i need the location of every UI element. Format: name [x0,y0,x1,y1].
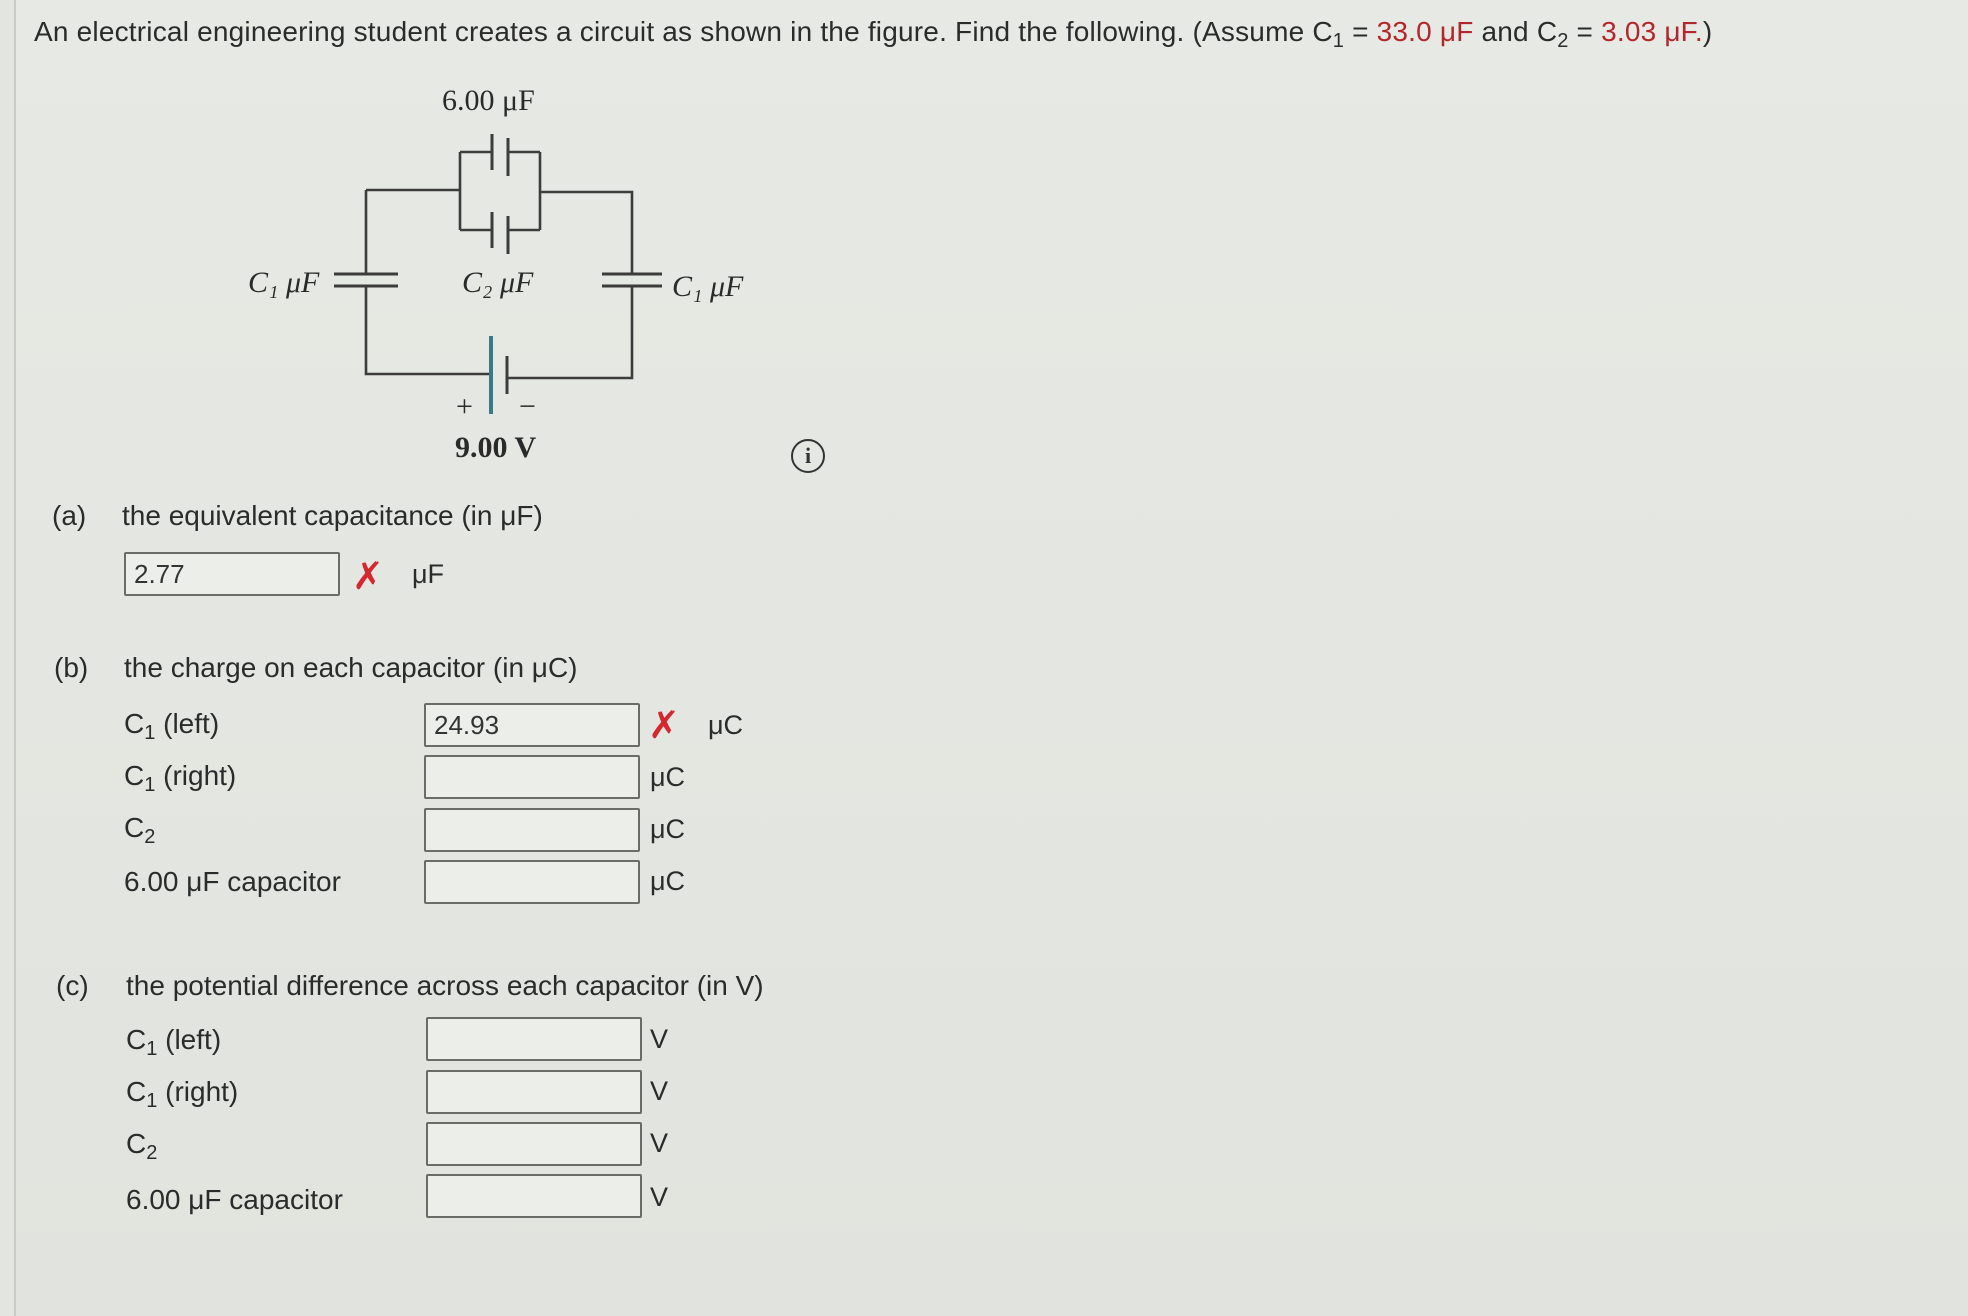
part-c-row-c1-left-label [126,1024,221,1061]
part-c-c1-right-input[interactable] [426,1070,642,1114]
question-suffix: ) [1702,16,1713,47]
left-cap-label: C₁ μF [248,266,320,299]
battery-symbol [491,336,507,414]
part-b-6uf-input[interactable] [424,860,640,904]
and-text: and [1473,16,1537,47]
part-b-c1-right-unit: μC [650,762,686,792]
part-c-c1-left-input[interactable] [426,1017,642,1061]
c2-value: 3.03 μF. [1601,16,1703,47]
c2-symbol: C [1536,16,1558,47]
c1-equals: = [1344,16,1377,47]
row-symbol: C [124,760,145,791]
row-rest: (right) [157,1076,239,1107]
c1-symbol: C [1312,16,1333,47]
part-c-c1-right-unit: V [650,1076,669,1106]
part-c-c1-left-unit: V [650,1024,669,1054]
part-c-label: (c) [56,970,89,1001]
part-c-row-6uf-label [126,1184,343,1216]
part-c-6uf-unit: V [650,1182,669,1212]
part-a-unit: μF [412,559,445,589]
row-symbol: C [124,708,145,739]
row-symbol: C [126,1128,147,1159]
circuit-wires [366,152,632,378]
row-subscript: 1 [144,774,156,796]
row-rest: (left) [155,708,220,739]
part-a-prompt: the equivalent capacitance (in μF) [122,500,543,531]
x-mark-icon: ✗ [648,705,680,747]
right-cap-label: C₁ μF [672,270,744,303]
part-c-row-c1-right-label [126,1076,238,1113]
battery-plus-sign: + [456,390,473,423]
part-c-row-c2-label [126,1128,157,1165]
battery-minus-sign: − [519,390,536,423]
row-symbol: C [124,812,145,843]
row-subscript: 1 [146,1090,158,1112]
capacitor-plates [334,134,662,286]
row-subscript: 1 [144,722,156,744]
part-c-c2-unit: V [650,1128,669,1158]
question-text [34,12,1934,56]
row-rest: (right) [155,760,237,791]
row-symbol: C [126,1076,147,1107]
row-subscript: 2 [144,826,156,848]
middle-cap-label: C₂ μF [462,266,534,299]
part-c-6uf-input[interactable] [426,1174,642,1218]
part-b-c1-right-input[interactable] [424,755,640,799]
row-rest: (left) [157,1024,222,1055]
x-mark-icon: ✗ [352,556,384,598]
row-symbol: C [126,1024,147,1055]
row-subscript: 2 [146,1142,158,1164]
circuit-diagram [230,78,790,468]
part-a-label: (a) [52,500,87,531]
row-subscript: 1 [146,1038,158,1060]
row-symbol: 6.00 μF capacitor [124,866,341,897]
part-a-answer-input[interactable] [124,552,340,596]
part-b-c2-unit: μC [650,814,686,844]
part-b-prompt: the charge on each capacitor (in μC) [124,652,578,683]
part-b-c1-left-input[interactable] [424,703,640,747]
part-b-row-c1-right-label [124,760,236,797]
question-prefix: An electrical engineering student creates a circuit as shown in the figure. Find the following. (Assume [34,16,1313,47]
info-icon[interactable]: i [791,439,825,473]
part-b-c1-left-unit: μC [708,710,744,740]
part-c-c2-input[interactable] [426,1122,642,1166]
part-b-row-6uf-label [124,866,341,898]
part-c-prompt: the potential difference across each capacitor (in V) [126,970,764,1001]
part-b-row-c2-label [124,812,155,849]
part-b-row-c1-left-label [124,708,219,745]
part-b-6uf-unit: μC [650,866,686,896]
row-symbol: 6.00 μF capacitor [126,1184,343,1215]
c2-equals: = [1568,16,1602,47]
part-b-label: (b) [54,652,89,683]
part-b-c2-input[interactable] [424,808,640,852]
top-cap-label: 6.00 μF [442,84,535,117]
c2-subscript: 2 [1557,30,1569,52]
c1-value: 33.0 μF [1376,16,1474,47]
battery-voltage-label: 9.00 V [455,431,537,464]
c1-subscript: 1 [1332,30,1345,52]
